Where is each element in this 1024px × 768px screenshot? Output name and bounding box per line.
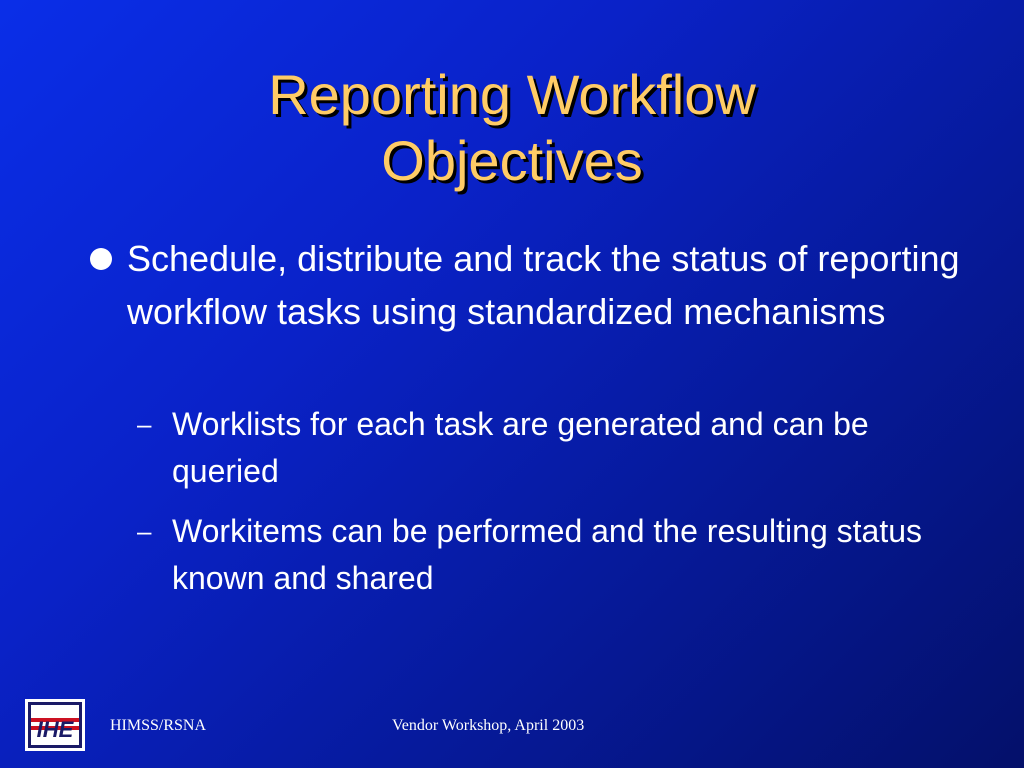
sub-bullet-item (137, 401, 937, 495)
slide-title (140, 62, 884, 194)
footer-left-text: HIMSS/RSNA (110, 717, 207, 734)
dash-icon: – (137, 516, 152, 546)
bullet-dot-icon (90, 248, 112, 270)
sub-bullet-text: Workitems can be performed and the resulting status known and shared (172, 513, 922, 596)
ihe-logo (25, 699, 85, 751)
title-line-2: Objectives (381, 129, 643, 192)
dash-icon: – (137, 409, 152, 439)
title-line-1: Reporting Workflow (268, 63, 756, 126)
sub-bullet-item (137, 508, 937, 602)
sub-bullet-text: Worklists for each task are generated and can be queried (172, 406, 869, 489)
footer-center-text: Vendor Workshop, April 2003 (392, 717, 585, 734)
bullet-text: Schedule, distribute and track the status of reporting workflow tasks using standardized mechanisms (127, 238, 960, 332)
bullet-item (90, 232, 960, 338)
logo-text: IHE (36, 717, 74, 742)
